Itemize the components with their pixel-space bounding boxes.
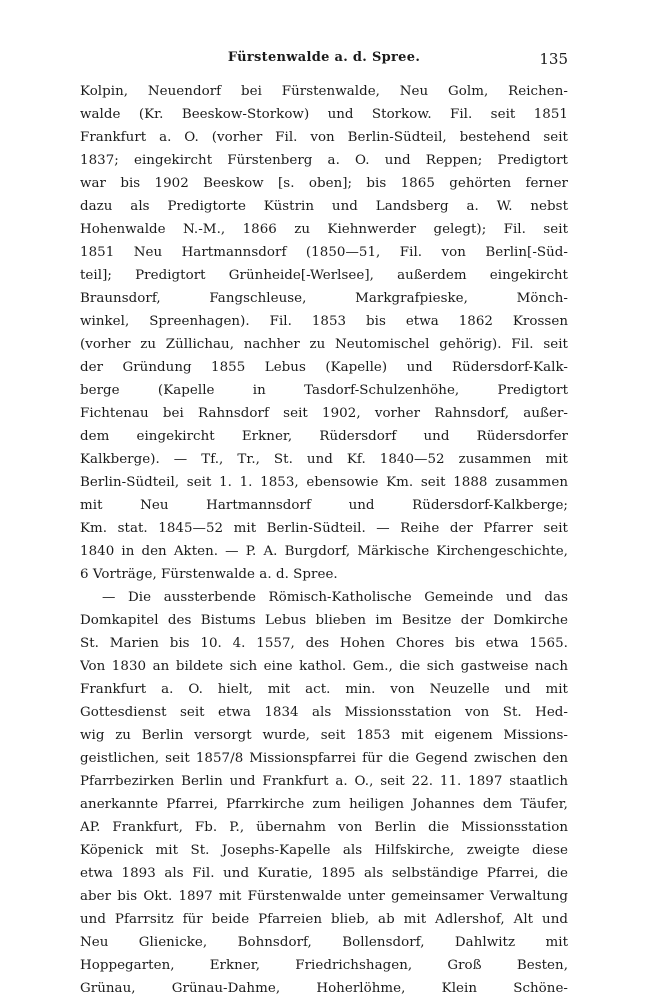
text-line: Grünau, Grünau-Dahme, Hoherlöhme, Klein Schöne-	[80, 981, 568, 996]
text-line: walde (Kr. Beeskow-Storkow) und Storkow. Fil. seit 1851	[80, 107, 568, 122]
text-line: winkel, Spreenhagen). Fil. 1853 bis etwa 1862 Krossen	[80, 314, 568, 329]
text-line: der Gründung 1855 Lebus (Kapelle) und Rüdersdorf-Kalk-	[80, 360, 568, 375]
text-line: wig zu Berlin versorgt wurde, seit 1853 mit eigenem Missions-	[80, 728, 568, 743]
text-line: Köpenick mit St. Josephs-Kapelle als Hilfskirche, zweigte diese	[80, 843, 568, 858]
text-line: AP. Frankfurt, Fb. P., übernahm von Berlin die Missionsstation	[80, 820, 568, 835]
running-title: Fürstenwalde a. d. Spree.	[227, 50, 421, 65]
text-line: anerkannte Pfarrei, Pfarrkirche zum heiligen Johannes dem Täufer,	[80, 797, 568, 812]
text-line: Km. stat. 1845—52 mit Berlin-Südteil. — Reihe der Pfarrer seit	[80, 521, 568, 536]
running-head	[80, 50, 568, 72]
text-line: Neu Glienicke, Bohnsdorf, Bollensdorf, Dahlwitz mit	[80, 935, 568, 950]
text-line: mit Neu Hartmannsdorf und Rüdersdorf-Kalkberge;	[80, 498, 568, 513]
page-number: 135	[539, 50, 568, 68]
text-line: Fichtenau bei Rahnsdorf seit 1902, vorher Rahnsdorf, außer-	[80, 406, 568, 421]
text-line: — Die aussterbende Römisch-Katholische Gemeinde und das	[102, 590, 568, 605]
text-line: dem eingekircht Erkner, Rüdersdorf und Rüdersdorfer	[80, 429, 568, 444]
text-line: Berlin-Südteil, seit 1. 1. 1853, ebensowie Km. seit 1888 zusammen	[80, 475, 568, 490]
text-line: Pfarrbezirken Berlin und Frankfurt a. O., seit 22. 11. 1897 staatlich	[80, 774, 568, 789]
text-line: (vorher zu Züllichau, nachher zu Neutomischel gehörig). Fil. seit	[80, 337, 568, 352]
text-line: 1837; eingekircht Fürstenberg a. O. und Reppen; Predigtort	[80, 153, 568, 168]
text-line: aber bis Okt. 1897 mit Fürstenwalde unter gemeinsamer Verwaltung	[80, 889, 568, 904]
text-line: Hohenwalde N.-M., 1866 zu Kiehnwerder gelegt); Fil. seit	[80, 222, 568, 237]
text-line: dazu als Predigtorte Küstrin und Landsberg a. W. nebst	[80, 199, 568, 214]
body-text	[80, 80, 568, 1000]
text-line: war bis 1902 Beeskow [s. oben]; bis 1865 gehörten ferner	[80, 176, 568, 191]
text-line: etwa 1893 als Fil. und Kuratie, 1895 als selbständige Pfarrei, die	[80, 866, 568, 881]
text-line: Braunsdorf, Fangschleuse, Markgrafpieske, Mönch-	[80, 291, 568, 306]
text-line: und Pfarrsitz für beide Pfarreien blieb, ab mit Adlershof, Alt und	[80, 912, 568, 927]
text-line: teil]; Predigtort Grünheide[-Werlsee], außerdem eingekircht	[80, 268, 568, 283]
text-line: Domkapitel des Bistums Lebus blieben im Besitze der Domkirche	[80, 613, 568, 628]
text-line: Kolpin, Neuendorf bei Fürstenwalde, Neu Golm, Reichen-	[80, 84, 568, 99]
text-line: 1840 in den Akten. — P. A. Burgdorf, Märkische Kirchengeschichte,	[80, 544, 568, 559]
text-line: Hoppegarten, Erkner, Friedrichshagen, Groß Besten,	[80, 958, 568, 973]
text-line: 6 Vorträge, Fürstenwalde a. d. Spree.	[80, 567, 338, 582]
text-line: Frankfurt a. O. hielt, mit act. min. von Neuzelle und mit	[80, 682, 568, 697]
text-line: geistlichen, seit 1857/8 Missionspfarrei für die Gegend zwischen den	[80, 751, 568, 766]
text-line: Gottesdienst seit etwa 1834 als Missionsstation von St. Hed-	[80, 705, 568, 720]
text-line: St. Marien bis 10. 4. 1557, des Hohen Chores bis etwa 1565.	[80, 636, 568, 651]
text-line: Von 1830 an bildete sich eine kathol. Gem., die sich gastweise nach	[80, 659, 568, 674]
text-line: 1851 Neu Hartmannsdorf (1850—51, Fil. von Berlin[-Süd-	[80, 245, 568, 260]
text-line: berge (Kapelle in Tasdorf-Schulzenhöhe, Predigtort	[80, 383, 568, 398]
text-line: Frankfurt a. O. (vorher Fil. von Berlin-Südteil, bestehend seit	[80, 130, 568, 145]
text-line: Kalkberge). — Tf., Tr., St. und Kf. 1840—52 zusammen mit	[80, 452, 568, 467]
